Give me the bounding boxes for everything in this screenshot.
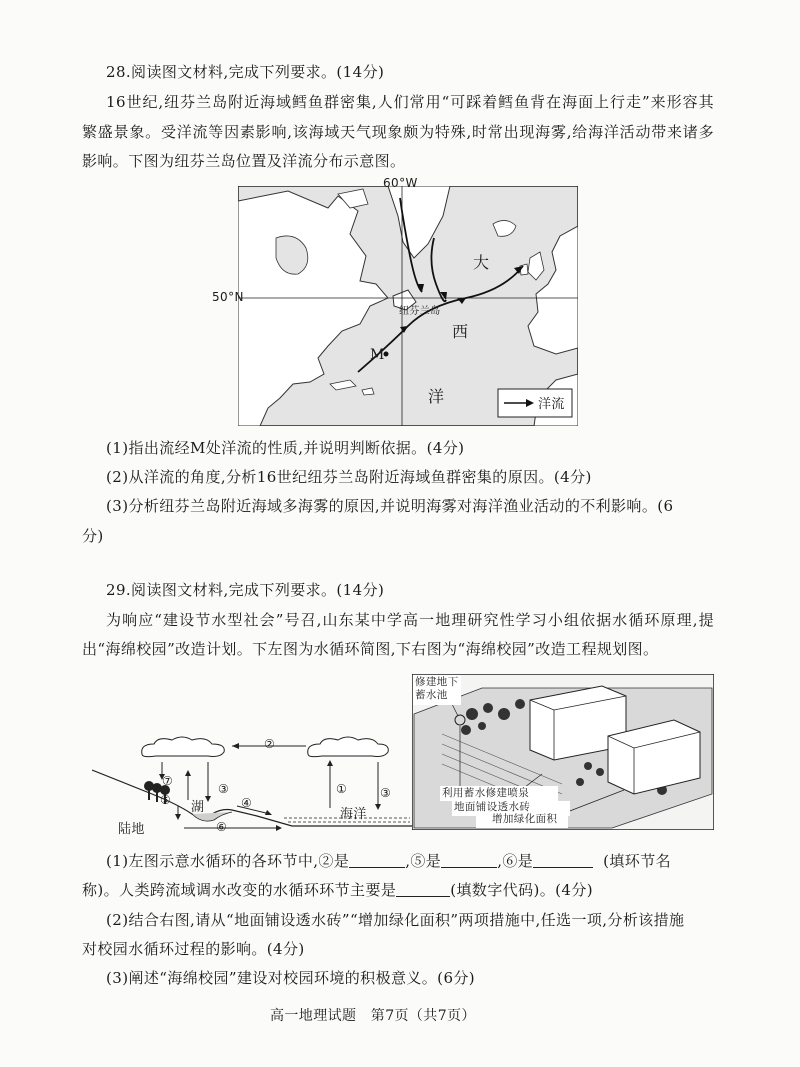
campus-label-fountain: 利用蓄水修建喷泉: [442, 787, 530, 799]
page-footer: 高一地理试题 第7页（共7页）: [270, 1008, 476, 1024]
q29-sub-1-text-c: ,⑥是: [497, 852, 534, 870]
cycle-label-6: ⑥: [216, 820, 228, 834]
ocean-label-char-2: 西: [452, 322, 469, 341]
answer-blank-2[interactable]: [349, 853, 405, 868]
q29-sub-1-text-f: (填数字代码)。(4分): [450, 881, 594, 899]
q29-sub-3: (3)阐述“海绵校园”建设对校园环境的积极意义。(6分): [106, 969, 476, 987]
cycle-sea-label: 海洋: [340, 807, 367, 822]
newfoundland-label: 纽芬兰岛: [399, 306, 441, 317]
q28-sub-2: (2)从洋流的角度,分析16世纪纽芬兰岛附近海域鱼群密集的原因。(4分): [106, 468, 592, 486]
q29-sub-1-line-1: [106, 851, 671, 871]
q29-heading: 29.阅读图文材料,完成下列要求。(14分): [106, 581, 385, 599]
campus-label-tank-1: 修建地下: [415, 676, 459, 688]
answer-blank-6[interactable]: [533, 853, 593, 868]
ocean-label-char-1: 大: [473, 253, 490, 272]
q28-heading: 28.阅读图文材料,完成下列要求。(14分): [106, 63, 385, 81]
q29-sub-1-text-e: 称)。人类跨流域调水改变的水循环环节主要是: [82, 881, 397, 899]
sea-cloud: [308, 737, 389, 757]
cycle-label-2: ②: [264, 737, 276, 751]
q28-material-line-1: 16世纪,纽芬兰岛附近海域鳕鱼群密集,人们常用“可踩着鳕鱼背在海面上行走”来形容其: [106, 93, 714, 111]
campus-label-tank-2: 蓄水池: [415, 689, 448, 701]
answer-blank-5[interactable]: [441, 853, 497, 868]
cycle-label-7: ⑦: [162, 774, 174, 788]
q29-material-line-1: 为响应“建设节水型社会”号召,山东某中学高一地理研究性学习小组依据水循环原理,提: [106, 611, 714, 629]
q29-sub-1-text-d: (填环节名: [603, 852, 672, 870]
q29-material-line-2: 出“海绵校园”改造计划。下左图为水循环简图,下右图为“海绵校园”改造工程规划图。: [82, 640, 659, 658]
campus-label-bricks: 地面铺设透水砖: [454, 801, 531, 813]
answer-blank-transfer[interactable]: [396, 882, 450, 897]
q29-sub-2-line-2: 对校园水循环过程的影响。(4分): [82, 940, 305, 958]
land-cloud: [142, 737, 225, 757]
map-latitude-label: 50°N: [212, 290, 244, 304]
map-legend-label: 洋流: [538, 397, 565, 412]
cycle-label-5: ⑤: [160, 793, 172, 807]
cycle-label-3-sea: ③: [380, 786, 392, 800]
cycle-label-1: ①: [336, 782, 348, 796]
q28-material-line-2: 繁盛景象。受洋流等因素影响,该海域天气现象颇为特殊,时常出现海雾,给海洋活动带来诸多: [82, 123, 714, 141]
map-longitude-label: 60°W: [383, 176, 418, 190]
q28-sub-3-line-1: (3)分析纽芬兰岛附近海域多海雾的原因,并说明海雾对海洋渔业活动的不利影响。(6: [106, 497, 674, 515]
q28-sub-3-line-2: 分): [82, 527, 104, 545]
q29-sub-1-line-2: [82, 880, 593, 900]
map-point-m-label: M: [370, 347, 385, 363]
cycle-label-3-land: ③: [218, 782, 230, 796]
cycle-land-label: 陆地: [118, 822, 145, 837]
cycle-lake-label: 湖: [191, 800, 205, 815]
q28-sub-1: (1)指出流经M处洋流的性质,并说明判断依据。(4分): [106, 439, 465, 457]
q29-sub-1-text-b: ,⑤是: [405, 852, 442, 870]
q29-sub-2-line-1: (2)结合右图,请从“地面铺设透水砖”“增加绿化面积”两项措施中,任选一项,分析该措施: [106, 911, 685, 929]
campus-label-green: 增加绿化面积: [492, 813, 558, 825]
cycle-label-4: ④: [241, 796, 253, 810]
q29-sub-1-text-a: (1)左图示意水循环的各环节中,②是: [106, 852, 350, 870]
q28-material-line-3: 影响。下图为纽芬兰岛位置及洋流分布示意图。: [82, 152, 406, 170]
ocean-label-char-3: 洋: [428, 387, 445, 406]
